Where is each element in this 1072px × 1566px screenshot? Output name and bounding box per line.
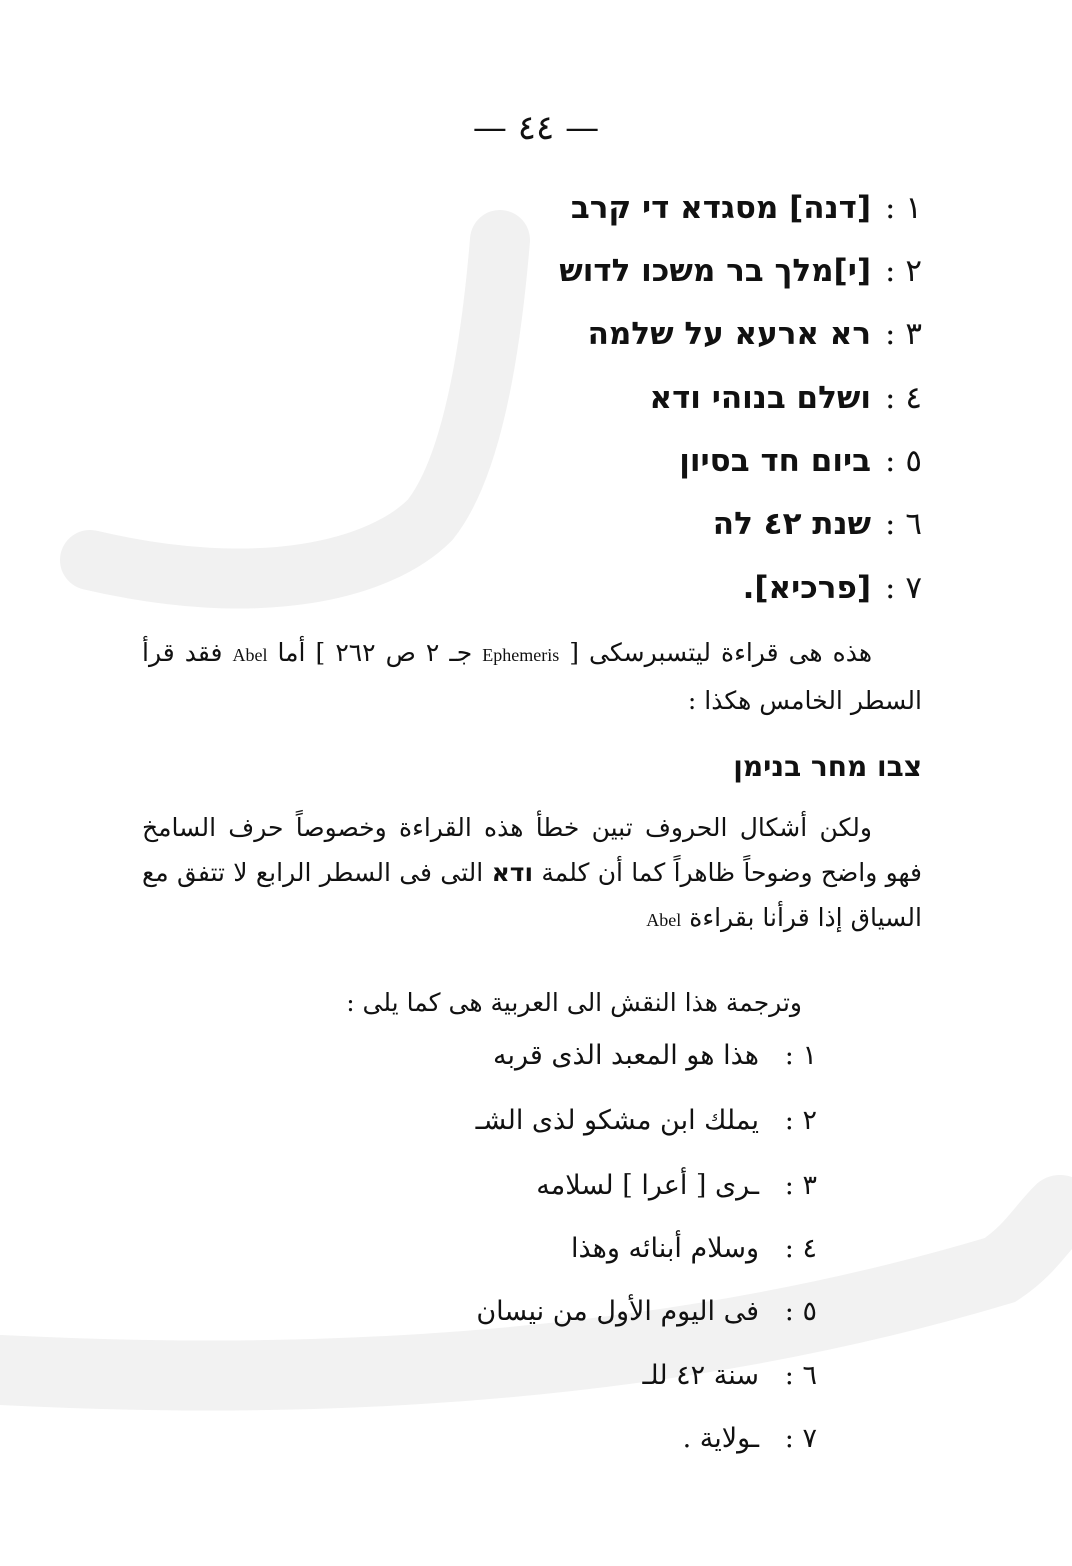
text: ولكن أشكال الحروف تبين خطأ هذه القراءة وخصوصاً حرف السامخ فهو واضح وضوحاً ظاهراً كما أن كلمة [142,813,922,887]
line-number: ١ : [885,190,922,226]
line-number: ٦ : [784,1360,817,1391]
hebrew-line-1 [571,190,922,226]
arabic-line-4 [571,1233,817,1264]
latin-term: Abel [232,645,268,665]
hebrew-text: [י]מלך בר משכו לדוש [559,253,872,289]
hebrew-alternate-reading: צבו מחר בנימן [733,750,922,783]
arabic-text: هذا هو المعبد الذى قربه [493,1040,759,1071]
arabic-text: وسلام أبنائه وهذا [571,1233,759,1264]
line-number: ٧ : [784,1423,817,1454]
text: التى فى السطر الرابع لا تتفق مع السياق إذا قرأنا بقراءة [142,858,922,932]
latin-term: Ephemeris [482,645,560,665]
line-number: ٤ : [885,380,922,416]
line-number: ٣ : [885,316,922,352]
line-number: ٢ : [885,253,922,289]
arabic-text: فى اليوم الأول من نيسان [476,1296,759,1327]
hebrew-line-7 [743,570,922,606]
arabic-line-5 [476,1296,817,1327]
latin-term: Abel [646,910,682,930]
hebrew-line-5 [679,443,922,479]
arabic-text: يملك ابن مشكو لذى الشـ [475,1105,759,1136]
hebrew-line-3 [588,316,922,352]
text: جـ ٢ ص ٢٦٢ ] أما [277,638,473,667]
hebrew-text: ושלם בנוהי ודא [649,380,872,416]
hebrew-line-2 [559,253,922,289]
hebrew-word: ודא [491,858,534,887]
line-number: ٣ : [784,1170,817,1201]
hebrew-text: ביום חד בסיון [679,443,872,479]
line-number: ٥ : [885,443,922,479]
hebrew-text: רא ארעא על שלמה [587,316,872,352]
line-number: ٥ : [784,1296,817,1327]
line-number: ١ : [784,1040,817,1071]
arabic-text: ـرى [ أعرا ] لسلامه [536,1170,759,1201]
text: هذه هى قراءة ليتسبرسكى [ [569,638,873,667]
paragraph-reading-note [142,630,922,723]
paragraph-translation-intro: وترجمة هذا النقش الى العربية هى كما يلى : [346,988,802,1017]
arabic-line-1 [493,1040,817,1071]
hebrew-line-4 [650,380,923,416]
arabic-text: سنة ٤٢ للـ [642,1360,759,1391]
arabic-text: ـولاية . [682,1423,759,1454]
text: فقد قرأ السطر الخامس هكذا : [142,638,922,715]
arabic-line-3 [536,1170,817,1201]
line-number: ٢ : [784,1105,817,1136]
arabic-line-7 [683,1423,817,1454]
hebrew-text: [דנה] מסגדא די קרב [570,190,872,226]
hebrew-text: שנת ٤٢ לה [712,506,872,542]
arabic-line-6 [642,1360,817,1391]
line-number: ٦ : [885,506,922,542]
hebrew-line-6 [713,506,922,542]
arabic-line-2 [476,1105,817,1136]
paragraph-critique [142,805,922,943]
line-number: ٧ : [885,570,922,606]
line-number: ٤ : [784,1233,817,1264]
page-number: — ٤٤ — [472,108,600,148]
hebrew-text: [פרכיא]. [742,570,872,606]
